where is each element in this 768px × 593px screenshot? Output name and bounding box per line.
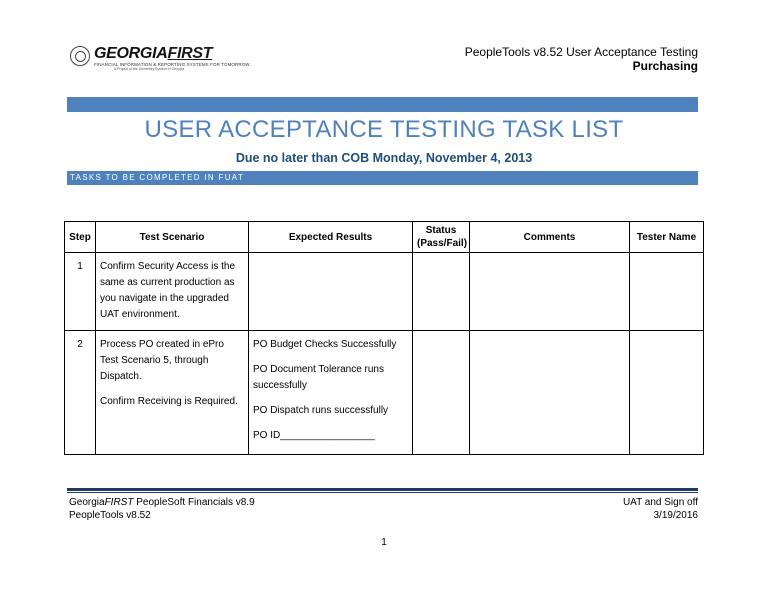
footer-product: GeorgiaFIRST PeopleSoft Financials v8.9 <box>69 497 255 508</box>
logo-tagline: FINANCIAL INFORMATION & REPORTING SYSTEMS FOR TOMORROW <box>94 62 250 67</box>
status-cell <box>413 331 470 455</box>
col-header-status: Status (Pass/Fail) <box>413 222 470 253</box>
header-divider-bar <box>67 97 698 112</box>
expected-cell: PO Budget Checks Successfully PO Document Tolerance runs successfully PO Dispatch runs successfully PO ID_________________ <box>249 331 413 455</box>
table-row <box>65 331 704 455</box>
col-header-tester: Tester Name <box>630 222 704 253</box>
col-header-expected: Expected Results <box>249 222 413 253</box>
table-row <box>65 253 704 331</box>
header-module: Purchasing <box>632 59 698 73</box>
tester-cell <box>630 331 704 455</box>
status-cell <box>413 253 470 331</box>
col-header-step: Step <box>65 222 96 253</box>
footer-rule <box>67 488 698 491</box>
header-title: PeopleTools v8.52 User Acceptance Testing <box>464 45 698 59</box>
scenario-cell: Confirm Security Access is the same as current production as you navigate in the upgraded UAT environment. <box>96 253 249 331</box>
document-title: USER ACCEPTANCE TESTING TASK LIST <box>144 116 624 143</box>
georgiafirst-logo <box>70 45 250 72</box>
table-header-row <box>65 222 704 253</box>
section-heading-bar <box>67 171 698 185</box>
comments-cell <box>470 331 630 455</box>
task-table <box>64 221 704 455</box>
footer-left <box>69 496 255 522</box>
section-heading: TASKS TO BE COMPLETED IN FUAT <box>70 173 245 182</box>
page-number: 1 <box>381 537 387 548</box>
comments-cell <box>470 253 630 331</box>
tester-cell <box>630 253 704 331</box>
footer-tools-version: PeopleTools v8.52 <box>69 510 151 521</box>
expected-cell <box>249 253 413 331</box>
due-date: Due no later than COB Monday, November 4, 2013 <box>235 151 533 165</box>
logo-tagline-sub: A Project of the University System of Georgia <box>114 67 185 71</box>
footer-date: 3/19/2016 <box>653 510 698 521</box>
page-header <box>465 45 698 73</box>
footer-right <box>623 496 698 522</box>
col-header-comments: Comments <box>470 222 630 253</box>
footer-doc-name: UAT and Sign off <box>622 497 698 508</box>
col-header-scenario: Test Scenario <box>96 222 249 253</box>
step-cell: 1 <box>65 253 96 331</box>
scenario-cell: Process PO created in ePro Test Scenario 5, through Dispatch. Confirm Receiving is Required. <box>96 331 249 455</box>
seal-icon <box>70 46 90 66</box>
logo-wordmark: GEORGIAFIRST <box>94 45 213 62</box>
step-cell: 2 <box>65 331 96 455</box>
footer-rule-thin <box>67 492 698 493</box>
